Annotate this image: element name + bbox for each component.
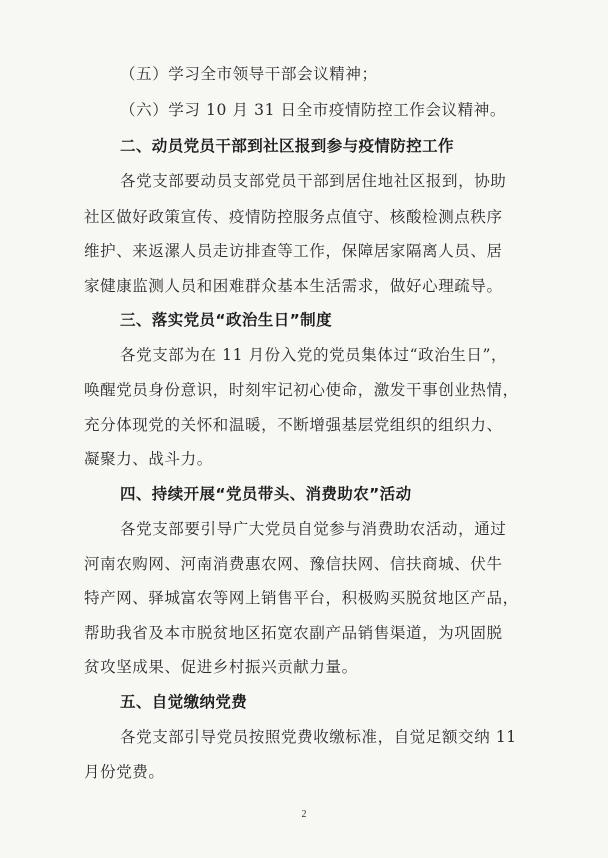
paragraph-line: 特产网、驿城富农等网上销售平台，积极购买脱贫地区产品， bbox=[84, 589, 519, 607]
section-heading: 二、动员党员干部到社区报到参与疫情防控工作 bbox=[120, 137, 454, 155]
page-number: 2 bbox=[301, 809, 307, 820]
paragraph-line: 各党支部引导党员按照党费收缴标准，自觉足额交纳 11 bbox=[120, 728, 517, 746]
section-heading: 三、落实党员“政治生日”制度 bbox=[120, 311, 332, 329]
paragraph-line: 充分体现党的关怀和温暖，不断增强基层党组织的组织力、 bbox=[84, 416, 503, 434]
paragraph-line: 社区做好政策宣传、疫情防控服务点值守、核酸检测点秩序 bbox=[84, 208, 503, 226]
paragraph-line: 各党支部要引导广大党员自觉参与消费助农活动，通过 bbox=[120, 520, 507, 538]
paragraph-line: 月份党费。 bbox=[84, 763, 165, 781]
paragraph-line: 各党支部为在 11 月份入党的党员集体过“政治生日”， bbox=[120, 346, 508, 364]
paragraph-line: 唤醒党员身份意识，时刻牢记初心使命，激发干事创业热情， bbox=[84, 381, 519, 399]
section-heading: 四、持续开展“党员带头、消费助农”活动 bbox=[120, 485, 412, 503]
list-item: （六）学习 10 月 31 日全市疫情防控工作会议精神。 bbox=[120, 101, 506, 119]
paragraph-line: 维护、来返漯人员走访排查等工作，保障居家隔离人员、居 bbox=[84, 242, 503, 260]
paragraph-line: 贫攻坚成果、促进乡村振兴贡献力量。 bbox=[84, 658, 358, 676]
list-item: （五）学习全市领导干部会议精神； bbox=[120, 65, 378, 83]
paragraph-line: 河南农购网、河南消费惠农网、豫信扶网、信扶商城、伏牛 bbox=[84, 555, 503, 573]
paragraph-line: 家健康监测人员和困难群众基本生活需求，做好心理疏导。 bbox=[84, 277, 503, 295]
paragraph-line: 各党支部要动员支部党员干部到居住地社区报到，协助 bbox=[120, 172, 507, 190]
paragraph-line: 凝聚力、战斗力。 bbox=[84, 450, 213, 468]
paragraph-line: 帮助我省及本市脱贫地区拓宽农副产品销售渠道，为巩固脱 bbox=[84, 624, 503, 642]
section-heading: 五、自觉缴纳党费 bbox=[120, 693, 248, 711]
